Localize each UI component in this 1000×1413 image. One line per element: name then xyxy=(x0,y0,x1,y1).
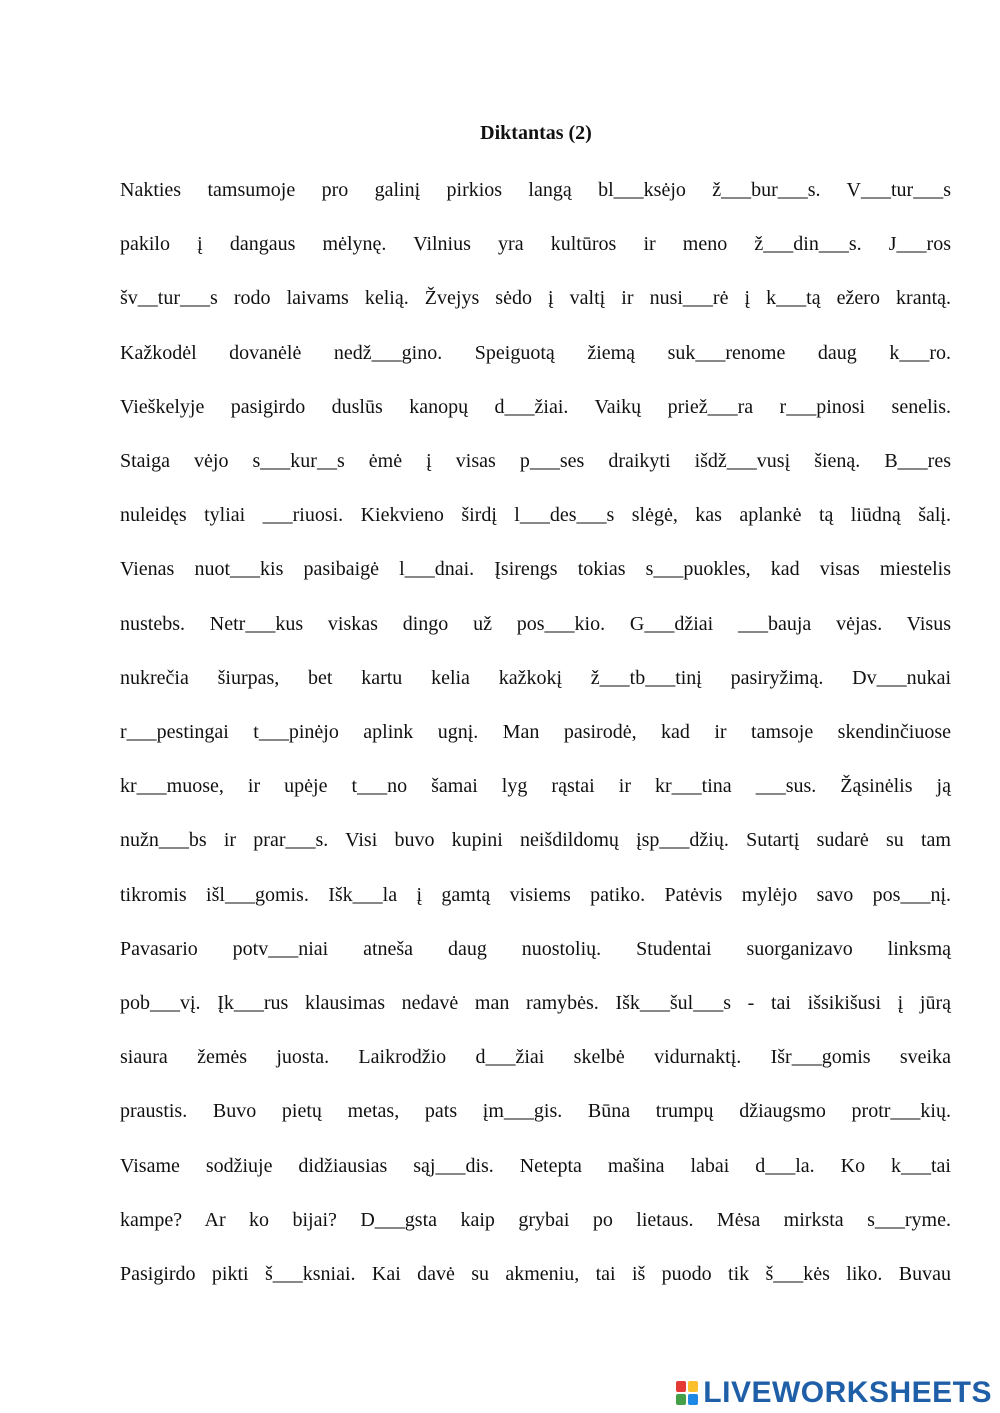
text-line: tikromis išl___gomis. Išk___la į gamtą visiems patiko. Patėvis mylėjo savo pos___nį. xyxy=(120,884,951,906)
text-line: praustis. Buvo pietų metas, pats įm___gis. Būna trumpų džiaugsmo protr___kių. xyxy=(120,1100,951,1122)
logo-text: LIVEWORKSHEETS xyxy=(703,1376,992,1409)
text-line: Visame sodžiuje didžiausias sąj___dis. Netepta mašina labai d___la. Ko k___tai xyxy=(120,1155,951,1177)
text-line: r___pestingai t___pinėjo aplink ugnį. Man pasirodė, kad ir tamsoje skendinčiuose xyxy=(120,721,951,743)
text-line: nuleidęs tyliai ___riuosi. Kiekvieno širdį l___des___s slėgė, kas aplankė tą liūdną šalį. xyxy=(120,504,951,526)
text-line: pakilo į dangaus mėlynę. Vilnius yra kultūros ir meno ž___din___s. J___ros xyxy=(120,233,951,255)
text-line: Vienas nuot___kis pasibaigė l___dnai. Įsirengs tokias s___puokles, kad visas miestelis xyxy=(120,558,951,580)
document-title: Diktantas (2) xyxy=(480,122,592,144)
text-line: Vieškelyje pasigirdo duslūs kanopų d___žiai. Vaikų priež___ra r___pinosi senelis. xyxy=(120,396,951,418)
liveworksheets-logo xyxy=(675,1376,992,1410)
text-line: nužn___bs ir prar___s. Visi buvo kupini neišdildomų įsp___džių. Sutartį sudarė su tam xyxy=(120,829,951,851)
text-line: Pasigirdo pikti š___ksniai. Kai davė su akmeniu, tai iš puodo tik š___kės liko. Buvau xyxy=(120,1263,951,1285)
text-line: Kažkodėl dovanėlė nedž___gino. Speiguotą žiemą suk___renome daug k___ro. xyxy=(120,342,951,364)
text-line: siaura žemės juosta. Laikrodžio d___žiai skelbė vidurnaktį. Išr___gomis sveika xyxy=(120,1046,951,1068)
text-line: Staiga vėjo s___kur__s ėmė į visas p___ses draikyti išdž___vusį šieną. B___res xyxy=(120,450,951,472)
text-line: pob___vį. Įk___rus klausimas nedavė man ramybės. Išk___šul___s - tai išsikišusi į jūrą xyxy=(120,992,951,1014)
text-line: nukrečia šiurpas, bet kartu kelia kažkokį ž___tb___tinį pasiryžimą. Dv___nukai xyxy=(120,667,951,689)
text-line: kampe? Ar ko bijai? D___gsta kaip grybai po lietaus. Mėsa mirksta s___ryme. xyxy=(120,1209,951,1231)
text-line: kr___muose, ir upėje t___no šamai lyg rąstai ir kr___tina ___sus. Žąsinėlis ją xyxy=(120,775,951,797)
text-line: nustebs. Netr___kus viskas dingo už pos___kio. G___džiai ___bauja vėjas. Visus xyxy=(120,613,951,635)
text-line: šv__tur___s rodo laivams kelią. Žvejys sėdo į valtį ir nusi___rė į k___tą ežero krantą. xyxy=(120,287,951,309)
liveworksheets-logo-icon xyxy=(675,1379,699,1407)
text-line: Pavasario potv___niai atneša daug nuostolių. Studentai suorganizavo linksmą xyxy=(120,938,951,960)
text-line: Nakties tamsumoje pro galinį pirkios langą bl___ksėjo ž___bur___s. V___tur___s xyxy=(120,179,951,201)
